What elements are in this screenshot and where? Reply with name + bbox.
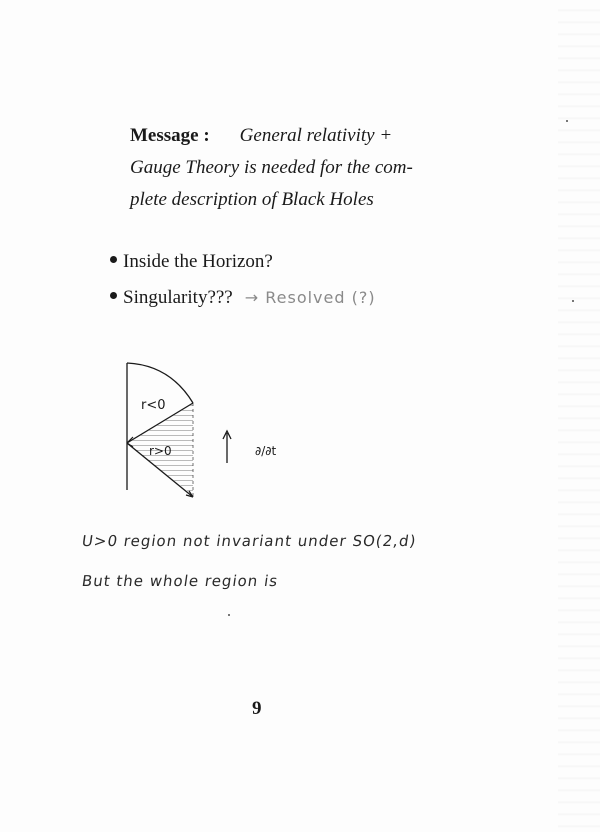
bullet-icon: [110, 292, 117, 299]
handwritten-note-2: But the whole region is: [80, 572, 280, 590]
message-text-2: Gauge Theory is needed for the com-: [130, 157, 413, 178]
penrose-diagram: [115, 355, 295, 505]
handwritten-note-1: U>0 region not invariant under SO(2,d): [80, 532, 418, 550]
scan-speck: [228, 614, 230, 616]
bullet-text: Singularity???: [123, 287, 233, 308]
message-label: Message :: [130, 125, 210, 146]
region-label-lower: r>0: [149, 444, 172, 458]
bullet-item: [110, 280, 376, 316]
bullet-item: [110, 244, 376, 280]
bullet-list: [110, 244, 376, 316]
page-number: 9: [252, 698, 262, 719]
scan-speck: [566, 120, 568, 122]
message-line-1: [130, 120, 490, 152]
message-block: [130, 120, 490, 216]
time-derivative-label: ∂/∂t: [255, 444, 277, 458]
region-label-upper: r<0: [141, 398, 166, 413]
handwritten-note-resolved: → Resolved (?): [244, 288, 376, 307]
bullet-icon: [110, 256, 117, 263]
diagram-upper-curve: [127, 363, 193, 403]
scan-noise-strip: [558, 0, 600, 832]
bullet-text: Inside the Horizon?: [123, 251, 273, 272]
message-text-1: General relativity +: [239, 125, 393, 146]
message-text-3: plete description of Black Holes: [130, 189, 374, 210]
scan-speck: [572, 300, 574, 302]
